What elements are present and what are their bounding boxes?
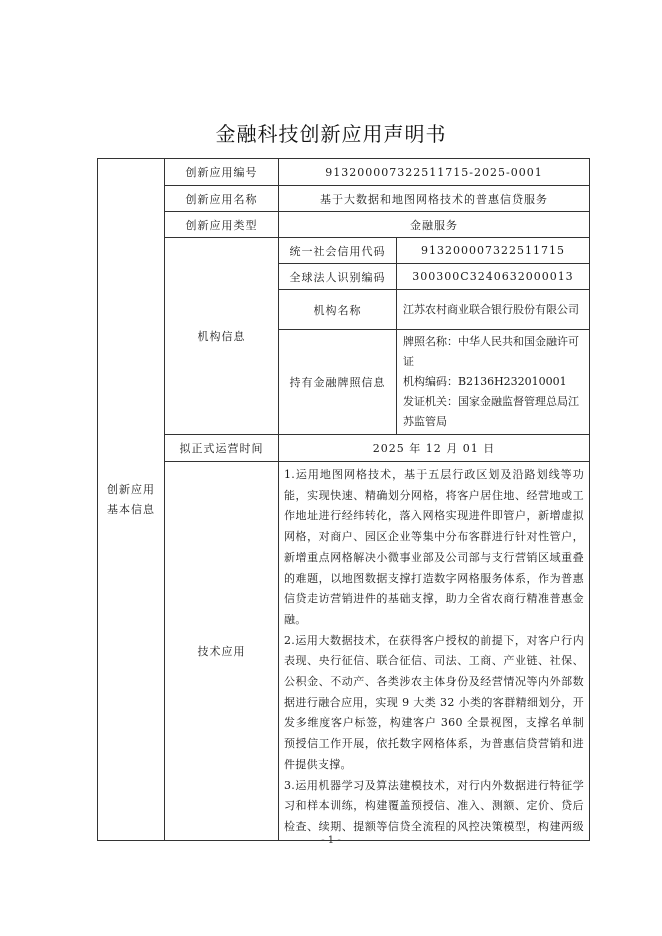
license-name: 牌照名称：中华人民共和国金融许可证 [403, 335, 579, 368]
section-label-cell [98, 159, 165, 841]
page-title: 金融科技创新应用声明书 [215, 122, 447, 146]
tech-paragraph-1: 1.运用地图网格技术，基于五层行政区划及沿路划线等功能，实现快速、精确划分网格，将客户居住地、经营地或工作地址进行经纬转化，落入网格实现进件即管户，新增虚拟网格，对商户、园区企业等集中分布客群进行针对性管户，新增重点网格解决小微事业部及公司部与支行营销区域重叠的难题，以地图数据支撑打造数字网格服务体系，作为普惠信贷走访营销进件的基础支撑，助力全省农商行精准普惠金融。 [284, 468, 584, 626]
launch-label: 拟正式运营时间 [165, 435, 279, 462]
lei-value: 300300C3240632000013 [397, 264, 590, 290]
credit-code-label: 统一社会信用代码 [279, 238, 397, 264]
app-type-value: 金融服务 [279, 212, 590, 238]
org-name-label: 机构名称 [279, 290, 397, 330]
license-value [397, 330, 590, 435]
tech-value [279, 462, 590, 841]
page-number: - 1 - [321, 835, 341, 846]
declaration-table [97, 158, 590, 841]
app-type-label: 创新应用类型 [165, 212, 279, 238]
app-name-value: 基于大数据和地图网格技术的普惠信贷服务 [279, 186, 590, 212]
app-name-label: 创新应用名称 [165, 186, 279, 212]
tech-paragraph-3: 3.运用机器学习及算法建模技术，对行内外数据进行特征学习和样本训练，构建覆盖预授信、准入、测额、定价、贷后检查、续期、提额等信贷全流程的风控决策模型，构建两级 [284, 778, 584, 833]
license-org-code: 机构编码：B2136H232010001 [403, 375, 567, 388]
app-no-value: 913200007322511715-2025-0001 [279, 159, 590, 186]
credit-code-value: 913200007322511715 [397, 238, 590, 264]
tech-paragraph-2: 2.运用大数据技术，在获得客户授权的前提下，对客户行内表现、央行征信、联合征信、司法、工商、产业链、社保、公积金、不动产、各类涉农主体身份及经营情况等内外部数据进行融合应用，实现 9 大类 32 小类的客群精细划分，开发多维度客户标签，构建客户 360 全景视图，支撑名单制预授信工作开展，依托数字网格体系，为普惠信贷营销和进件提供支撑。 [284, 633, 584, 771]
lei-label: 全球法人识别编码 [279, 264, 397, 290]
license-label: 持有金融牌照信息 [279, 330, 397, 435]
launch-value: 2025 年 12 月 01 日 [279, 435, 590, 462]
tech-label: 技术应用 [165, 462, 279, 841]
row-app-type [98, 212, 590, 238]
app-no-label: 创新应用编号 [165, 159, 279, 186]
row-app-no [98, 159, 590, 186]
row-app-name [98, 186, 590, 212]
section-label: 创新应用基本信息 [107, 482, 155, 516]
org-info-label: 机构信息 [165, 238, 279, 435]
row-credit-code [98, 238, 590, 264]
row-tech [98, 462, 590, 841]
row-launch [98, 435, 590, 462]
org-name-value: 江苏农村商业联合银行股份有限公司 [397, 290, 590, 330]
license-issuer: 发证机关：国家金融监督管理总局江苏监管局 [403, 395, 579, 428]
